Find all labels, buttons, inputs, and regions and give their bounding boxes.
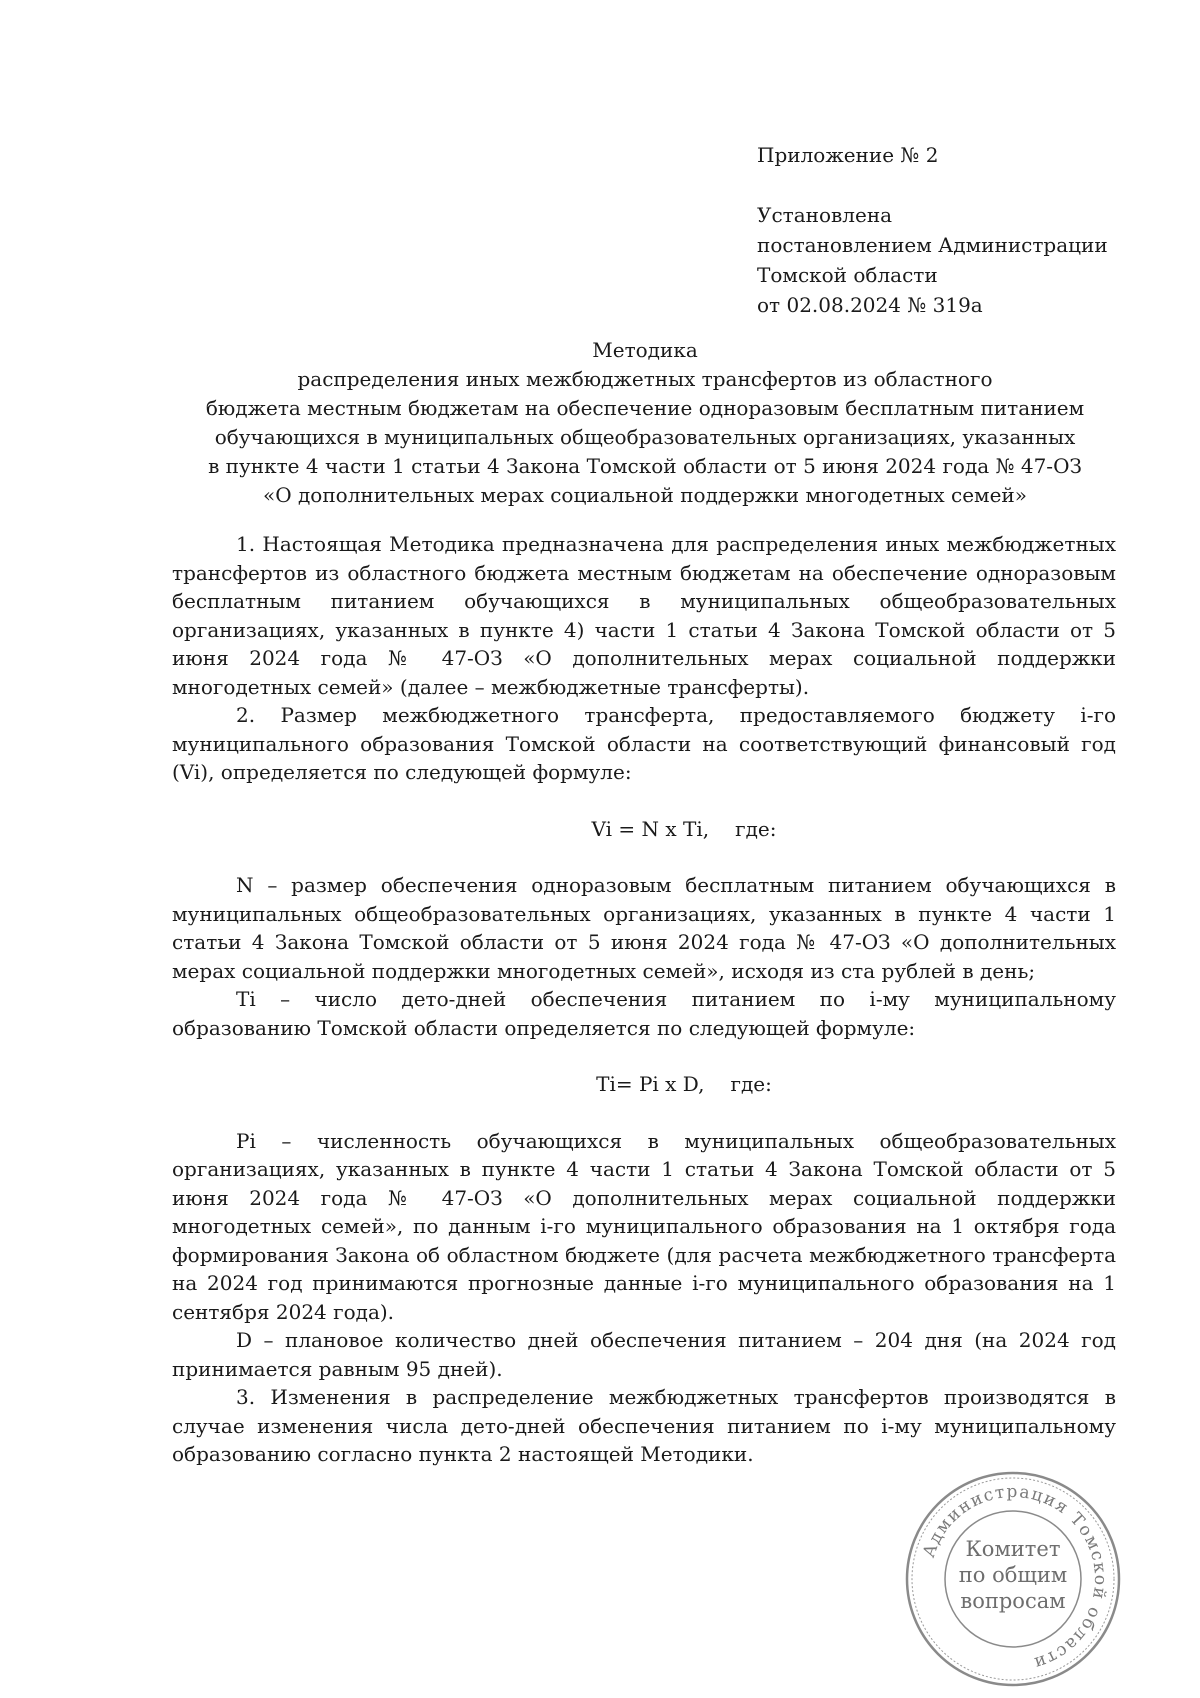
formula-where: где: [735, 816, 777, 841]
title-line: распределения иных межбюджетных трансфертов из областного [297, 367, 993, 391]
paragraph-d-definition: D – плановое количество дней обеспечения питанием – 204 дня (на 2024 год принимается равным 95 дней). [172, 1328, 1116, 1381]
stamp-center-line: по общим [958, 1563, 1068, 1587]
formula-ti [252, 1070, 1116, 1099]
stamp-center-line: Комитет [965, 1537, 1061, 1561]
title-line: бюджета местным бюджетам на обеспечение одноразовым бесплатным питанием [205, 396, 1085, 420]
formula-expression: Vi = N x Ti, [591, 816, 710, 841]
formula-vi [252, 815, 1116, 844]
paragraph-pi-definition: Pi – численность обучающихся в муниципальных общеобразовательных организациях, указанных в пункте 4 части 1 статьи 4 Закона Томской области от 5 июня 2024 года № 47-ОЗ «О дополнительных мерах социальной поддержки многодетных семей», по данным i-го муниципального образования на 1 октября года формирования Закона об областном бюджете (для расчета межбюджетного трансферта на 2024 год принимаются прогнозные данные i-го муниципального образования на 1 сентября 2024 года). [172, 1128, 1116, 1324]
paragraph-n-definition: N – размер обеспечения одноразовым бесплатным питанием обучающихся в муниципальных общеобразовательных организациях, указанных в пункте 4 части 1 статьи 4 Закона Томской области от 5 июня 2024 года № 47-ОЗ «О дополнительных мерах социальной поддержки многодетных семей», исходя из ста рублей в день; [172, 873, 1116, 983]
paragraph-ti-definition: Ti – число дето-дней обеспечения питанием по i-му муниципальному образованию Томской области определяется по следующей формуле: [172, 987, 1116, 1040]
formula-expression: Ti= Pi x D, [596, 1072, 705, 1096]
appendix-number: Приложение № 2 [757, 143, 939, 167]
stamp-ring-text: Администрация Томской области [919, 1481, 1111, 1674]
paragraph-3: 3. Изменения в распределение межбюджетных трансфертов производятся в случае изменения числа дето-дней обеспечения питанием по i-му муниципальному образованию согласно пункта 2 настоящей Методики. [172, 1385, 1116, 1466]
document-body [172, 530, 1116, 1469]
title-heading: Методика [592, 338, 698, 362]
title-line: в пункте 4 части 1 статьи 4 Закона Томской области от 5 июня 2024 года № 47-ОЗ [208, 454, 1082, 478]
paragraph-1: 1. Настоящая Методика предназначена для распределения иных межбюджетных трансфертов из областного бюджета местным бюджетам на обеспечение одноразовым бесплатным питанием обучающихся в муниципальных общеобразовательных организациях, указанных в пункте 4) части 1 статьи 4 Закона Томской области от 5 июня 2024 года № 47-ОЗ «О дополнительных мерах социальной поддержки многодетных семей» (далее – межбюджетные трансферты). [172, 532, 1116, 699]
appendix-date: от 02.08.2024 № 319а [757, 293, 983, 317]
formula-where: где: [730, 1072, 772, 1096]
official-stamp [902, 1468, 1124, 1690]
title-line: «О дополнительных мерах социальной поддержки многодетных семей» [263, 483, 1027, 507]
paragraph-2: 2. Размер межбюджетного трансферта, предоставляемого бюджету i-го муниципального образования Томской области на соответствующий финансовый год (Vi), определяется по следующей формуле: [172, 703, 1116, 784]
stamp-seal [902, 1468, 1124, 1690]
stamp-center-line: вопросам [960, 1589, 1066, 1613]
title-line: обучающихся в муниципальных общеобразовательных организациях, указанных [214, 425, 1076, 449]
appendix-line: Установлена [757, 203, 893, 227]
appendix-line: Томской области [757, 263, 938, 287]
document-title [175, 336, 1115, 510]
appendix-header [757, 140, 1157, 320]
appendix-line: постановлением Администрации [757, 233, 1108, 257]
